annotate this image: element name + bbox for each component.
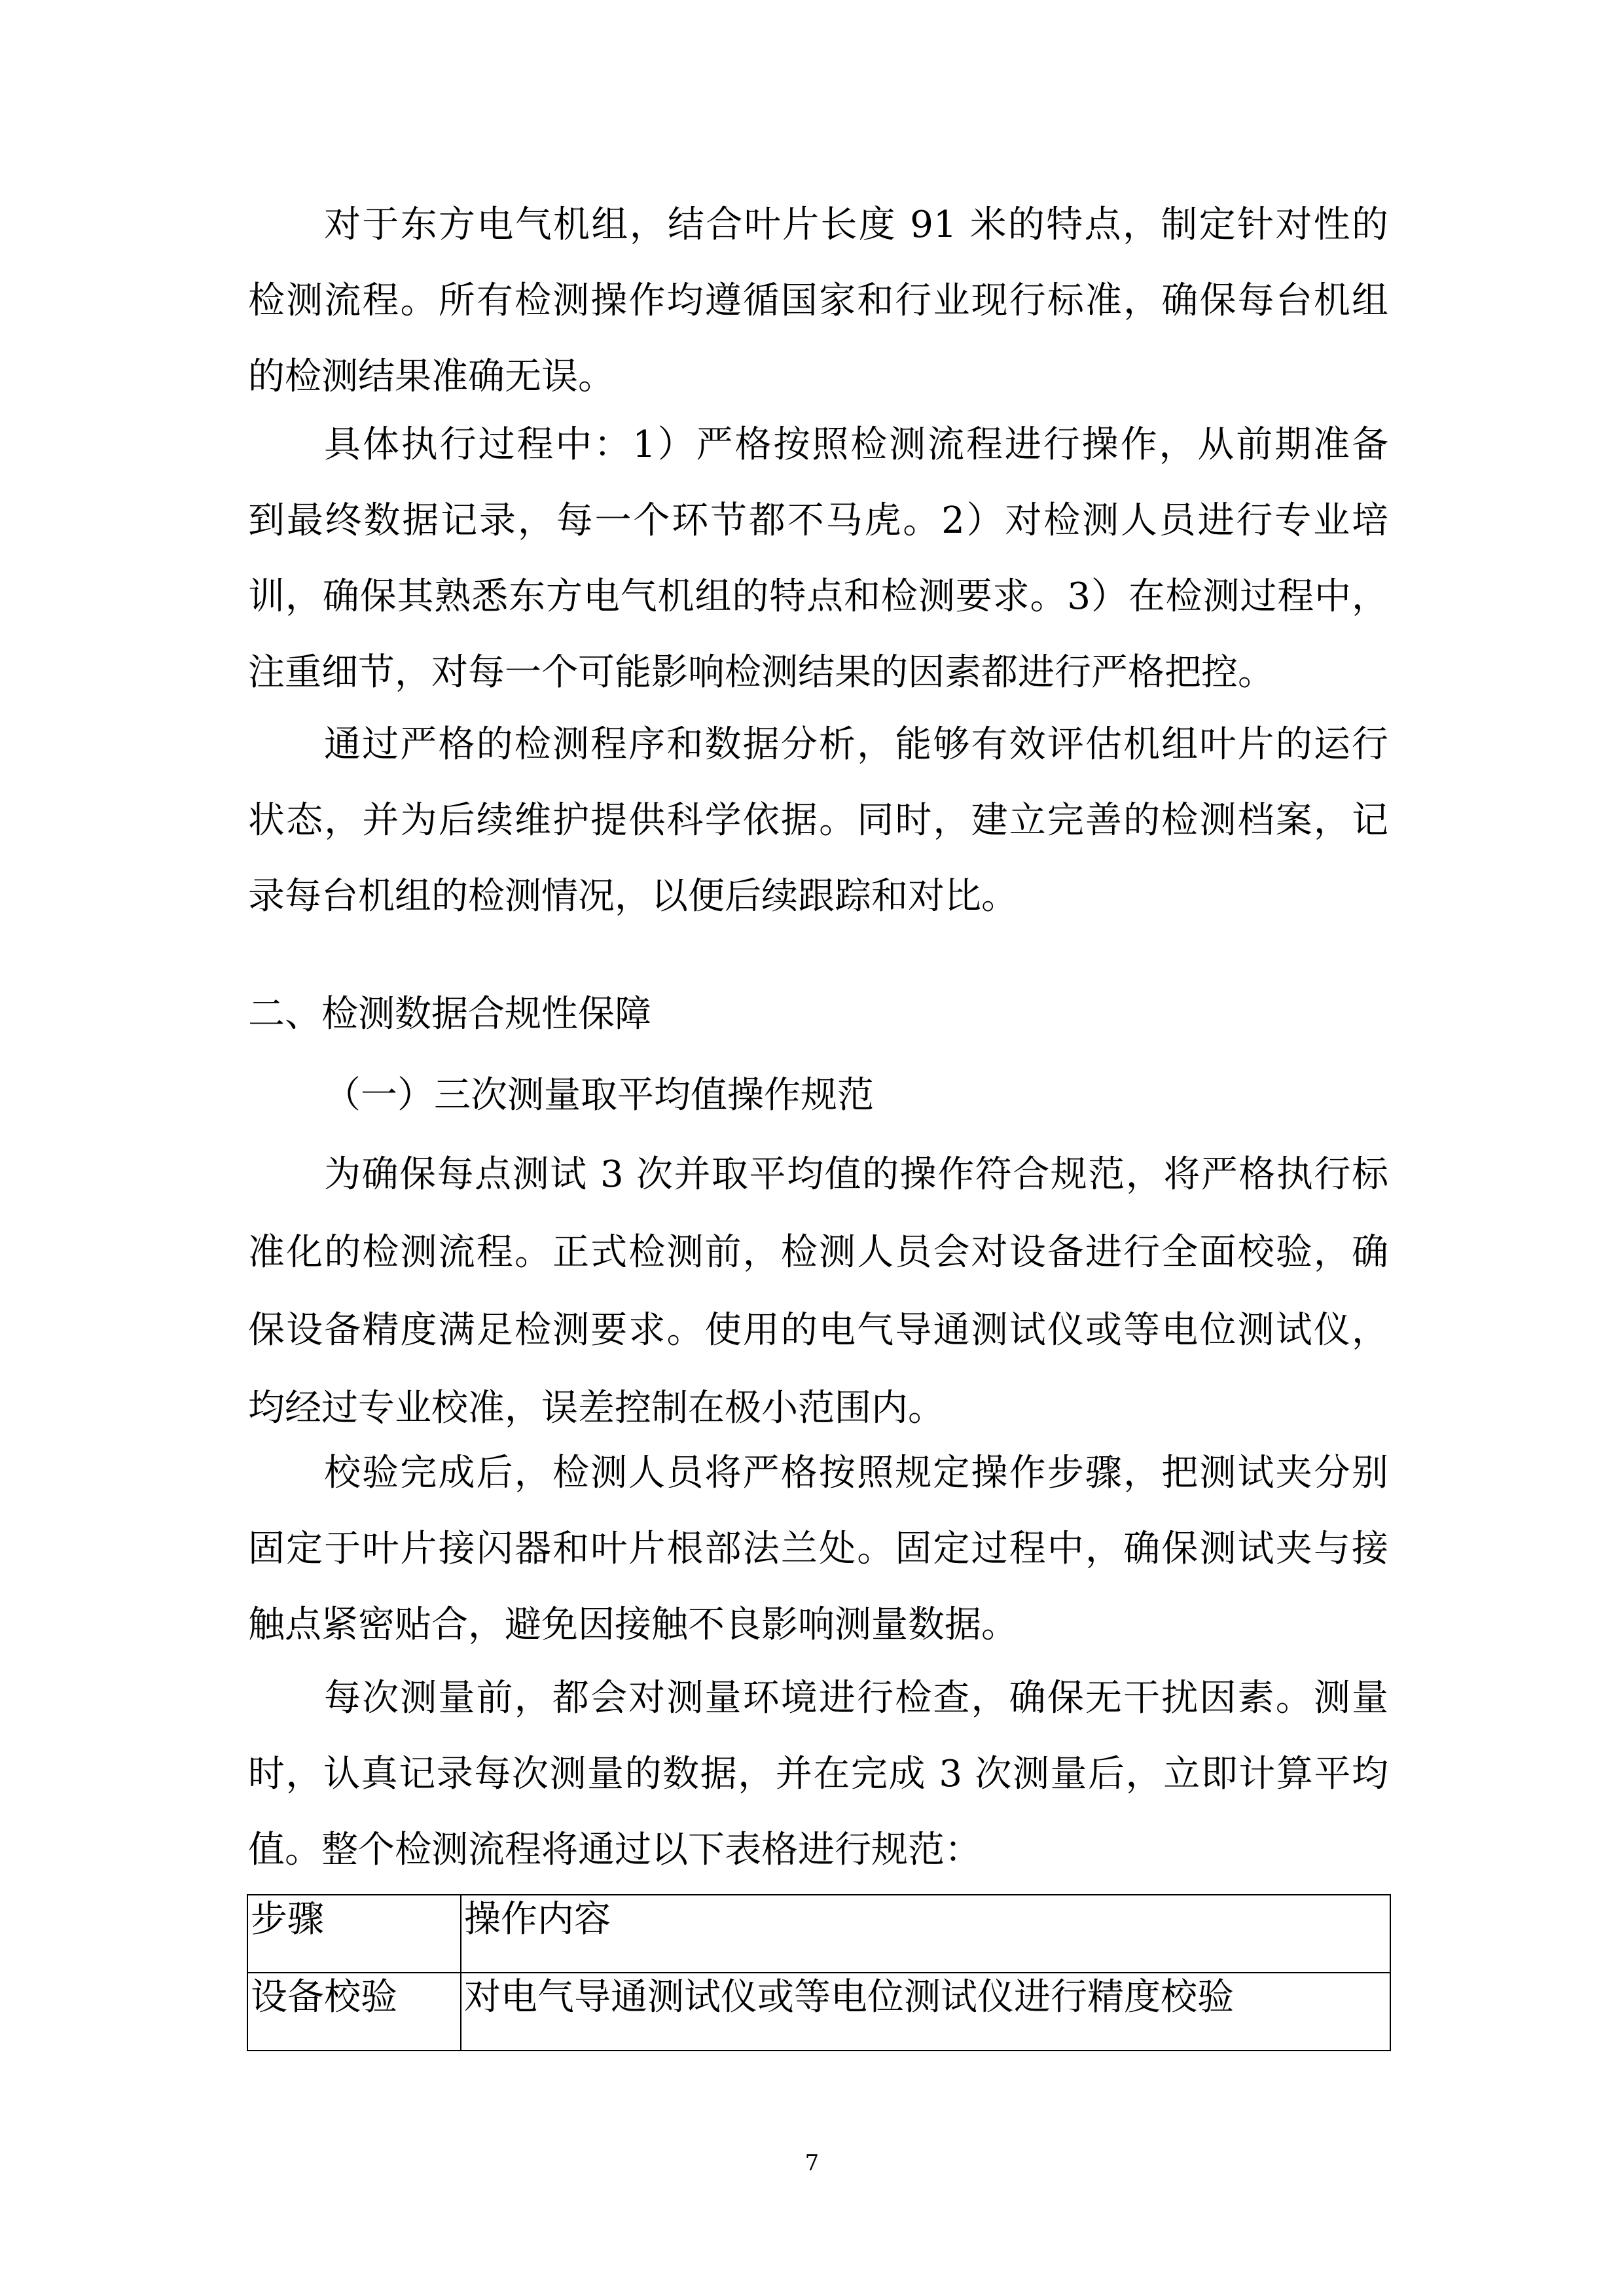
- text-line: 对于东方电气机组，结合叶片长度 91 米的特点，制定针对性的: [324, 204, 1388, 246]
- text-line: 训，确保其熟悉东方电气机组的特点和检测要求。3）在检测过程中，: [248, 575, 1388, 618]
- text-line: 准化的检测流程。正式检测前，检测人员会对设备进行全面校验，确: [248, 1231, 1388, 1274]
- section-heading: [248, 977, 1388, 1052]
- text-line: 到最终数据记录，每一个环节都不马虎。2）对检测人员进行专业培: [248, 499, 1388, 542]
- table-header-row: [247, 1895, 1390, 1973]
- text-line: 检测流程。所有检测操作均遵循国家和行业现行标准，确保每台机组: [248, 279, 1388, 322]
- table-header-cell: 步骤: [247, 1895, 461, 1973]
- text-line: 录每台机组的检测情况，以便后续跟踪和对比。: [248, 875, 1018, 918]
- table-header-cell: 操作内容: [461, 1895, 1390, 1973]
- paragraph-5: [248, 1435, 1388, 1663]
- text-line: 状态，并为后续维护提供科学依据。同时，建立完善的检测档案，记: [248, 799, 1388, 842]
- text-line: 均经过专业校准，误差控制在极小范围内。: [248, 1387, 945, 1429]
- text-line: 为确保每点测试 3 次并取平均值的操作符合规范，将严格执行标: [324, 1153, 1388, 1196]
- text-line: 触点紧密贴合，避免因接触不良影响测量数据。: [248, 1604, 1018, 1646]
- subsection-heading: [248, 1058, 1388, 1134]
- procedure-table: [247, 1894, 1391, 2051]
- text-line: 具体执行过程中：1）严格按照检测流程进行操作，从前期准备: [324, 423, 1388, 466]
- text-line: 固定于叶片接闪器和叶片根部法兰处。固定过程中，确保测试夹与接: [248, 1528, 1388, 1570]
- text-line: 每次测量前，都会对测量环境进行检查，确保无干扰因素。测量: [324, 1677, 1388, 1719]
- text-line: 注重细节，对每一个可能影响检测结果的因素都进行严格把控。: [248, 651, 1274, 694]
- paragraph-4: [248, 1136, 1388, 1447]
- section-heading-text: 二、检测数据合规性保障: [248, 993, 651, 1035]
- paragraph-2: [248, 407, 1388, 711]
- table-row: [247, 1973, 1390, 2051]
- table-cell: 设备校验: [247, 1973, 461, 2051]
- page-number: 7: [804, 2150, 820, 2176]
- subsection-heading-text: （一）三次测量取平均值操作规范: [324, 1074, 874, 1117]
- text-line: 校验完成后，检测人员将严格按照规定操作步骤，把测试夹分别: [324, 1452, 1388, 1494]
- text-line: 保设备精度满足检测要求。使用的电气导通测试仪或等电位测试仪，: [248, 1309, 1388, 1352]
- text-line: 通过严格的检测程序和数据分析，能够有效评估机组叶片的运行: [324, 723, 1388, 766]
- table-cell: 对电气导通测试仪或等电位测试仪进行精度校验: [461, 1973, 1390, 2051]
- paragraph-1: [248, 187, 1388, 415]
- paragraph-6: [248, 1660, 1388, 1888]
- text-line: 的检测结果准确无误。: [248, 355, 615, 398]
- text-line: 值。整个检测流程将通过以下表格进行规范：: [248, 1829, 981, 1871]
- paragraph-3: [248, 707, 1388, 935]
- text-line: 时，认真记录每次测量的数据，并在完成 3 次测量后，立即计算平均: [248, 1753, 1388, 1795]
